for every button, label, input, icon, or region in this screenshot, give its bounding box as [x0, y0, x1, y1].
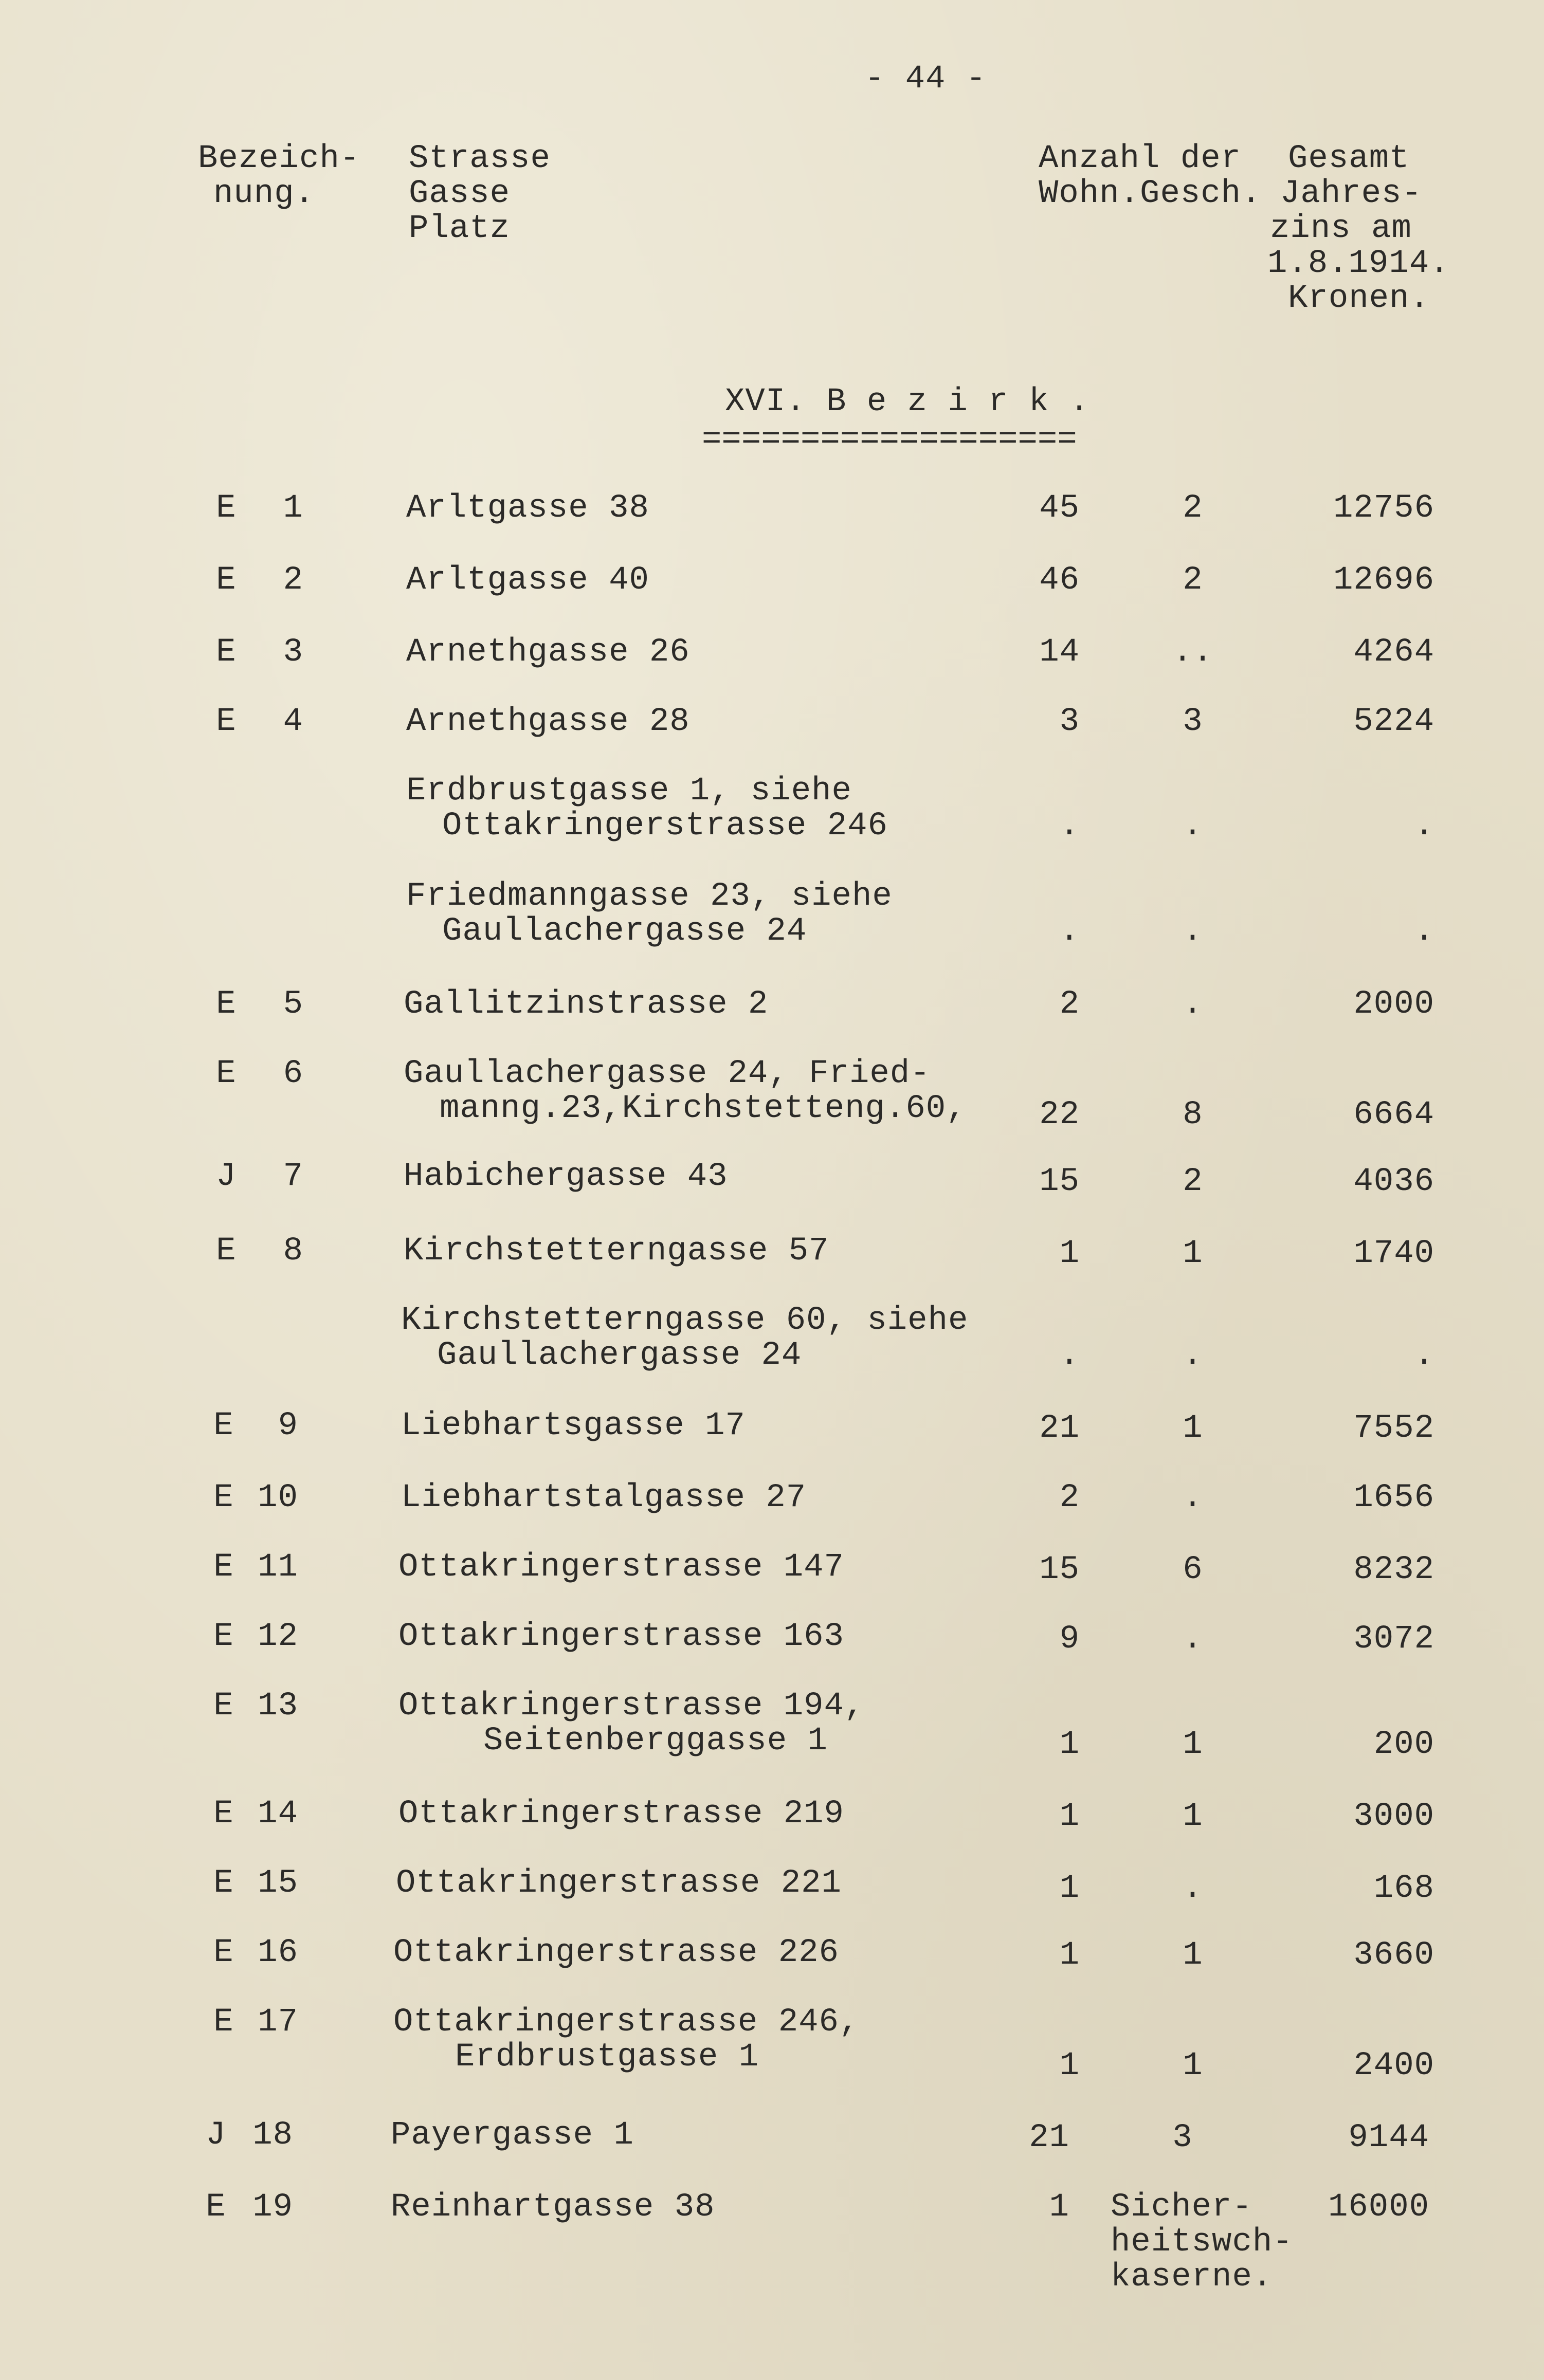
- row-12-street: Liebhartsgasse 17: [401, 1407, 746, 1444]
- row-4-code: E: [216, 703, 237, 740]
- row-13-wohn: 2: [1059, 1479, 1080, 1516]
- row-10-code: E: [216, 1233, 237, 1270]
- row-10-wohn: 1: [1059, 1235, 1080, 1272]
- row-11-street-line-2: Gaullachergasse 24: [437, 1337, 802, 1374]
- row-17-wohn: 1: [1059, 1798, 1080, 1835]
- row-16-street-line-1: Ottakringerstrasse 194,: [398, 1688, 865, 1725]
- header-rent-4: 1.8.1914.: [1267, 245, 1450, 282]
- row-16-zins: 200: [1373, 1726, 1434, 1763]
- row-4-num: 4: [283, 703, 303, 740]
- row-16-num: 13: [258, 1688, 298, 1725]
- row-2-wohn: 46: [1039, 562, 1080, 599]
- header-street-2: Gasse: [409, 175, 511, 212]
- row-7-code: E: [216, 986, 237, 1023]
- row-7-gesch: .: [1183, 986, 1203, 1023]
- row-14-street: Ottakringerstrasse 147: [398, 1549, 844, 1586]
- row-4-zins: 5224: [1353, 703, 1434, 740]
- row-12-zins: 7552: [1353, 1410, 1434, 1447]
- row-6-zins: .: [1414, 913, 1434, 950]
- header-rent-5: Kronen.: [1288, 280, 1430, 317]
- row-20-gesch: 1: [1183, 2047, 1203, 2084]
- header-street-3: Platz: [409, 210, 511, 247]
- row-16-street-line-2: Seitenberggasse 1: [483, 1723, 828, 1760]
- row-11-street-line-1: Kirchstetterngasse 60, siehe: [401, 1302, 969, 1339]
- row-3-num: 3: [283, 634, 303, 671]
- row-16-wohn: 1: [1059, 1726, 1080, 1763]
- header-count-1: Anzahl der: [1039, 140, 1242, 177]
- row-2-code: E: [216, 562, 237, 599]
- row-5-street-line-1: Erdbrustgasse 1, siehe: [406, 773, 852, 810]
- row-18-zins: 168: [1373, 1870, 1434, 1907]
- row-22-note-line-2: heitswch-: [1111, 2224, 1293, 2261]
- row-2-zins: 12696: [1333, 562, 1434, 599]
- row-22-note-line-1: Sicher-: [1111, 2189, 1252, 2226]
- row-15-wohn: 9: [1059, 1621, 1080, 1658]
- row-6-wohn: .: [1059, 913, 1080, 950]
- row-20-code: E: [213, 2004, 234, 2041]
- row-10-zins: 1740: [1353, 1235, 1434, 1272]
- row-3-code: E: [216, 634, 237, 671]
- row-7-wohn: 2: [1059, 986, 1080, 1023]
- row-17-zins: 3000: [1353, 1798, 1434, 1835]
- header-count-2: Wohn.Gesch.: [1039, 175, 1262, 212]
- row-13-street: Liebhartstalgasse 27: [401, 1479, 807, 1516]
- row-3-zins: 4264: [1353, 634, 1434, 671]
- row-3-street: Arnethgasse 26: [406, 634, 690, 671]
- row-22-code: E: [206, 2189, 226, 2226]
- row-13-zins: 1656: [1353, 1479, 1434, 1516]
- row-3-gesch: ..: [1172, 634, 1213, 671]
- row-11-gesch: .: [1183, 1337, 1203, 1374]
- page-number: - 44 -: [864, 61, 987, 98]
- row-1-gesch: 2: [1183, 490, 1203, 527]
- row-8-wohn: 22: [1039, 1096, 1080, 1133]
- row-7-street: Gallitzinstrasse 2: [404, 986, 769, 1023]
- row-2-num: 2: [283, 562, 303, 599]
- row-19-num: 16: [258, 1934, 298, 1971]
- row-12-num: 9: [278, 1407, 298, 1444]
- row-12-wohn: 21: [1039, 1410, 1080, 1447]
- row-9-gesch: 2: [1183, 1163, 1203, 1200]
- row-1-street: Arltgasse 38: [406, 490, 649, 527]
- row-16-code: E: [213, 1688, 234, 1725]
- row-8-zins: 6664: [1353, 1096, 1434, 1133]
- row-4-street: Arnethgasse 28: [406, 703, 690, 740]
- header-rent-1: Gesamt: [1288, 140, 1410, 177]
- header-rent-3: zins am: [1270, 210, 1412, 247]
- district-underline: ===================: [702, 422, 1077, 459]
- row-6-gesch: .: [1183, 913, 1203, 950]
- row-6-street-line-2: Gaullachergasse 24: [442, 913, 807, 950]
- row-16-gesch: 1: [1183, 1726, 1203, 1763]
- row-12-gesch: 1: [1183, 1410, 1203, 1447]
- row-11-zins: .: [1414, 1337, 1434, 1374]
- row-18-gesch: .: [1183, 1870, 1203, 1907]
- row-10-gesch: 1: [1183, 1235, 1203, 1272]
- row-20-street-line-1: Ottakringerstrasse 246,: [393, 2004, 860, 2041]
- row-5-wohn: .: [1059, 808, 1080, 845]
- row-17-code: E: [213, 1796, 234, 1833]
- row-9-street: Habichergasse 43: [404, 1158, 728, 1195]
- row-20-num: 17: [258, 2004, 298, 2041]
- row-8-code: E: [216, 1055, 237, 1092]
- row-1-wohn: 45: [1039, 490, 1080, 527]
- row-14-num: 11: [258, 1549, 298, 1586]
- row-13-gesch: .: [1183, 1479, 1203, 1516]
- row-14-code: E: [213, 1549, 234, 1586]
- row-10-street: Kirchstetterngasse 57: [404, 1233, 829, 1270]
- row-19-street: Ottakringerstrasse 226: [393, 1934, 839, 1971]
- row-1-code: E: [216, 490, 237, 527]
- row-7-zins: 2000: [1353, 986, 1434, 1023]
- row-13-num: 10: [258, 1479, 298, 1516]
- row-15-code: E: [213, 1618, 234, 1655]
- row-8-street-line-2: manng.23,Kirchstetteng.60,: [440, 1090, 967, 1127]
- row-6-street-line-1: Friedmanngasse 23, siehe: [406, 878, 893, 915]
- row-17-street: Ottakringerstrasse 219: [398, 1796, 844, 1833]
- row-9-code: J: [216, 1158, 237, 1195]
- row-7-num: 5: [283, 986, 303, 1023]
- row-20-street-line-2: Erdbrustgasse 1: [455, 2039, 759, 2076]
- row-19-zins: 3660: [1353, 1937, 1434, 1974]
- row-1-zins: 12756: [1333, 490, 1434, 527]
- header-designation-1: Bezeich-: [198, 140, 360, 177]
- row-13-code: E: [213, 1479, 234, 1516]
- row-1-num: 1: [283, 490, 303, 527]
- row-19-gesch: 1: [1183, 1937, 1203, 1974]
- row-21-code: J: [206, 2117, 226, 2154]
- row-21-street: Payergasse 1: [391, 2117, 634, 2154]
- row-20-wohn: 1: [1059, 2047, 1080, 2084]
- row-3-wohn: 14: [1039, 634, 1080, 671]
- row-21-num: 18: [252, 2117, 293, 2154]
- row-4-wohn: 3: [1059, 703, 1080, 740]
- header-street-1: Strasse: [409, 140, 551, 177]
- row-8-gesch: 8: [1183, 1096, 1203, 1133]
- row-22-num: 19: [252, 2189, 293, 2226]
- row-22-wohn: 1: [1049, 2189, 1069, 2226]
- row-2-street: Arltgasse 40: [406, 562, 649, 599]
- row-14-gesch: 6: [1183, 1551, 1203, 1588]
- row-9-zins: 4036: [1353, 1163, 1434, 1200]
- row-5-gesch: .: [1183, 808, 1203, 845]
- district-title: XVI. B e z i r k .: [725, 383, 1090, 420]
- row-19-code: E: [213, 1934, 234, 1971]
- row-18-wohn: 1: [1059, 1870, 1080, 1907]
- row-17-gesch: 1: [1183, 1798, 1203, 1835]
- row-9-num: 7: [283, 1158, 303, 1195]
- row-8-street-line-1: Gaullachergasse 24, Fried-: [404, 1055, 931, 1092]
- row-12-code: E: [213, 1407, 234, 1444]
- row-17-num: 14: [258, 1796, 298, 1833]
- row-22-street: Reinhartgasse 38: [391, 2189, 715, 2226]
- row-21-zins: 9144: [1348, 2119, 1429, 2156]
- row-5-street-line-2: Ottakringerstrasse 246: [442, 808, 888, 845]
- row-15-gesch: .: [1183, 1621, 1203, 1658]
- row-18-street: Ottakringerstrasse 221: [396, 1865, 842, 1902]
- row-14-wohn: 15: [1039, 1551, 1080, 1588]
- row-21-wohn: 21: [1029, 2119, 1069, 2156]
- row-22-zins: 16000: [1328, 2189, 1429, 2226]
- row-18-code: E: [213, 1865, 234, 1902]
- row-18-num: 15: [258, 1865, 298, 1902]
- row-5-zins: .: [1414, 808, 1434, 845]
- row-15-zins: 3072: [1353, 1621, 1434, 1658]
- row-22-note-line-3: kaserne.: [1111, 2259, 1273, 2296]
- row-15-num: 12: [258, 1618, 298, 1655]
- row-19-wohn: 1: [1059, 1937, 1080, 1974]
- row-8-num: 6: [283, 1055, 303, 1092]
- row-20-zins: 2400: [1353, 2047, 1434, 2084]
- row-11-wohn: .: [1059, 1337, 1080, 1374]
- row-21-gesch: 3: [1172, 2119, 1193, 2156]
- row-15-street: Ottakringerstrasse 163: [398, 1618, 844, 1655]
- row-9-wohn: 15: [1039, 1163, 1080, 1200]
- row-4-gesch: 3: [1183, 703, 1203, 740]
- row-14-zins: 8232: [1353, 1551, 1434, 1588]
- header-rent-2: Jahres-: [1280, 175, 1422, 212]
- row-2-gesch: 2: [1183, 562, 1203, 599]
- header-designation-2: nung.: [213, 175, 315, 212]
- row-10-num: 8: [283, 1233, 303, 1270]
